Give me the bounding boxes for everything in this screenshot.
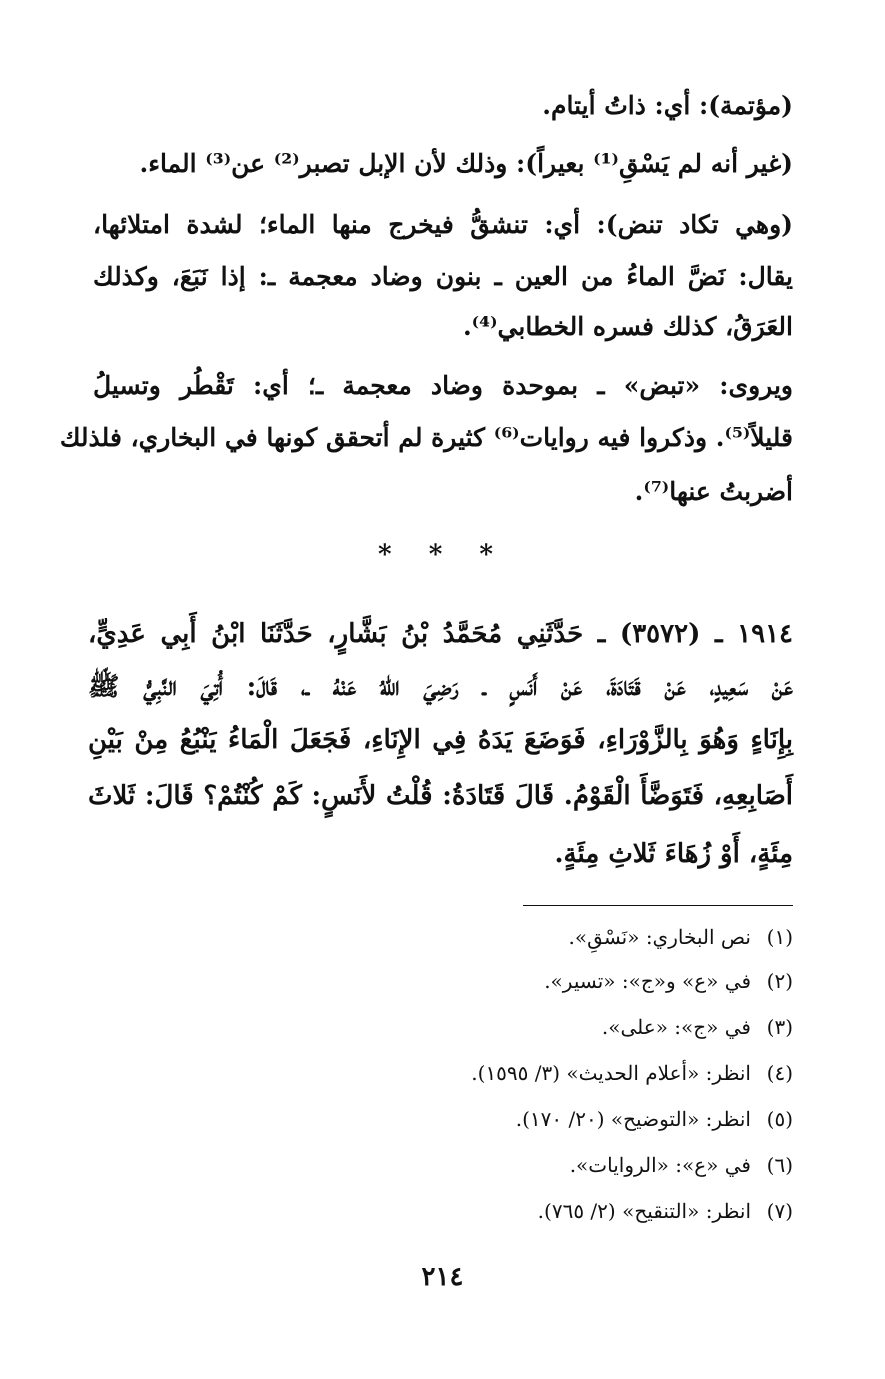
commentary-line: ويروى: «تبض» ـ بموحدة وضاد معجمة ـ؛ أي: تَقْطُر وتسيلُ [93,371,793,400]
footnote [93,922,793,952]
footnote-divider [523,905,793,906]
footnote [93,966,793,996]
hadith-line: عَنْ سَعِيدٍ، عَنْ قَتَادَةَ، عَنْ أَنَسٍ ـ رَضِيَ اللهُ عَنْهُ ـ، قَالَ: أُتِيَ النَّبِيُّ ﷺ [88,672,793,702]
footnote-text: انظر: «التنقيح» (٢/ ٧٦٥). [537,1199,751,1223]
footnote-text: في «ج»: «على». [601,1015,751,1039]
footnote [93,1104,793,1134]
footnote-number: (٢) [766,969,793,993]
commentary-line: (وهي تكاد تنض): أي: تنشقُّ فيخرج منها الماء؛ لشدة امتلائها، [93,210,793,239]
footnote-number: (٧) [766,1199,793,1223]
commentary-line: قليلاً⁽⁵⁾. وذكروا فيه روايات⁽⁶⁾ كثيرة لم أتحقق كونها في البخاري، فلذلك [59,423,793,452]
footnote-number: (٦) [766,1153,793,1177]
footnote-text: في «ع» و«ج»: «تسير». [544,969,751,993]
footnote [93,1012,793,1042]
footnote-text: انظر: «التوضيح» (٢٠/ ١٧٠). [515,1107,751,1131]
footnote-number: (٣) [766,1015,793,1039]
hadith-line: ١٩١٤ ـ (٣٥٧٢) ـ حَدَّثَنِي مُحَمَّدُ بْنُ بَشَّارٍ، حَدَّثَنَا ابْنُ أَبِي عَدِيٍّ، [88,619,793,649]
page-number: ٢١٤ [421,1262,464,1292]
footnote-number: (٥) [766,1107,793,1131]
hadith-line: أَصَابِعِهِ، فَتَوَضَّأَ الْقَوْمُ. قَالَ قَتَادَةُ: قُلْتُ لأَنَسٍ: كَمْ كُنْتُمْ؟ قَالَ: ثَلاثَ [88,781,793,811]
commentary-line: (مؤتمة): أي: ذاتُ أيتام. [542,91,793,120]
footnote-text: في «ع»: «الروايات». [569,1153,751,1177]
section-separator: * * * [378,540,507,570]
footnote-text: نص البخاري: «نَسْقِ». [568,925,751,949]
footnote [93,1058,793,1088]
hadith-line: مِئَةٍ، أَوْ زُهَاءَ ثَلاثِ مِئَةٍ. [554,839,793,869]
footnote-number: (١) [766,925,793,949]
footnote-number: (٤) [766,1061,793,1085]
commentary-line: (غير أنه لم يَسْقِ⁽¹⁾ بعيراً): وذلك لأن الإبل تصبر⁽²⁾ عن⁽³⁾ الماء. [139,149,793,178]
commentary-line: أضربتُ عنها⁽⁷⁾. [634,477,793,506]
commentary-line: العَرَقُ، كذلك فسره الخطابي⁽⁴⁾. [462,312,793,341]
footnote [93,1150,793,1180]
commentary-line: يقال: نَضَّ الماءُ من العين ـ بنون وضاد معجمة ـ: إذا نَبَعَ، وكذلك [93,262,793,291]
hadith-line: بِإِنَاءٍ وَهُوَ بِالزَّوْرَاءِ، فَوَضَعَ يَدَهُ فِي الإِنَاءِ، فَجَعَلَ الْمَاءُ يَنْبُعُ مِنْ بَيْنِ [88,725,793,755]
footnote [93,1196,793,1226]
footnote-text: انظر: «أعلام الحديث» (٣/ ١٥٩٥). [471,1061,751,1085]
